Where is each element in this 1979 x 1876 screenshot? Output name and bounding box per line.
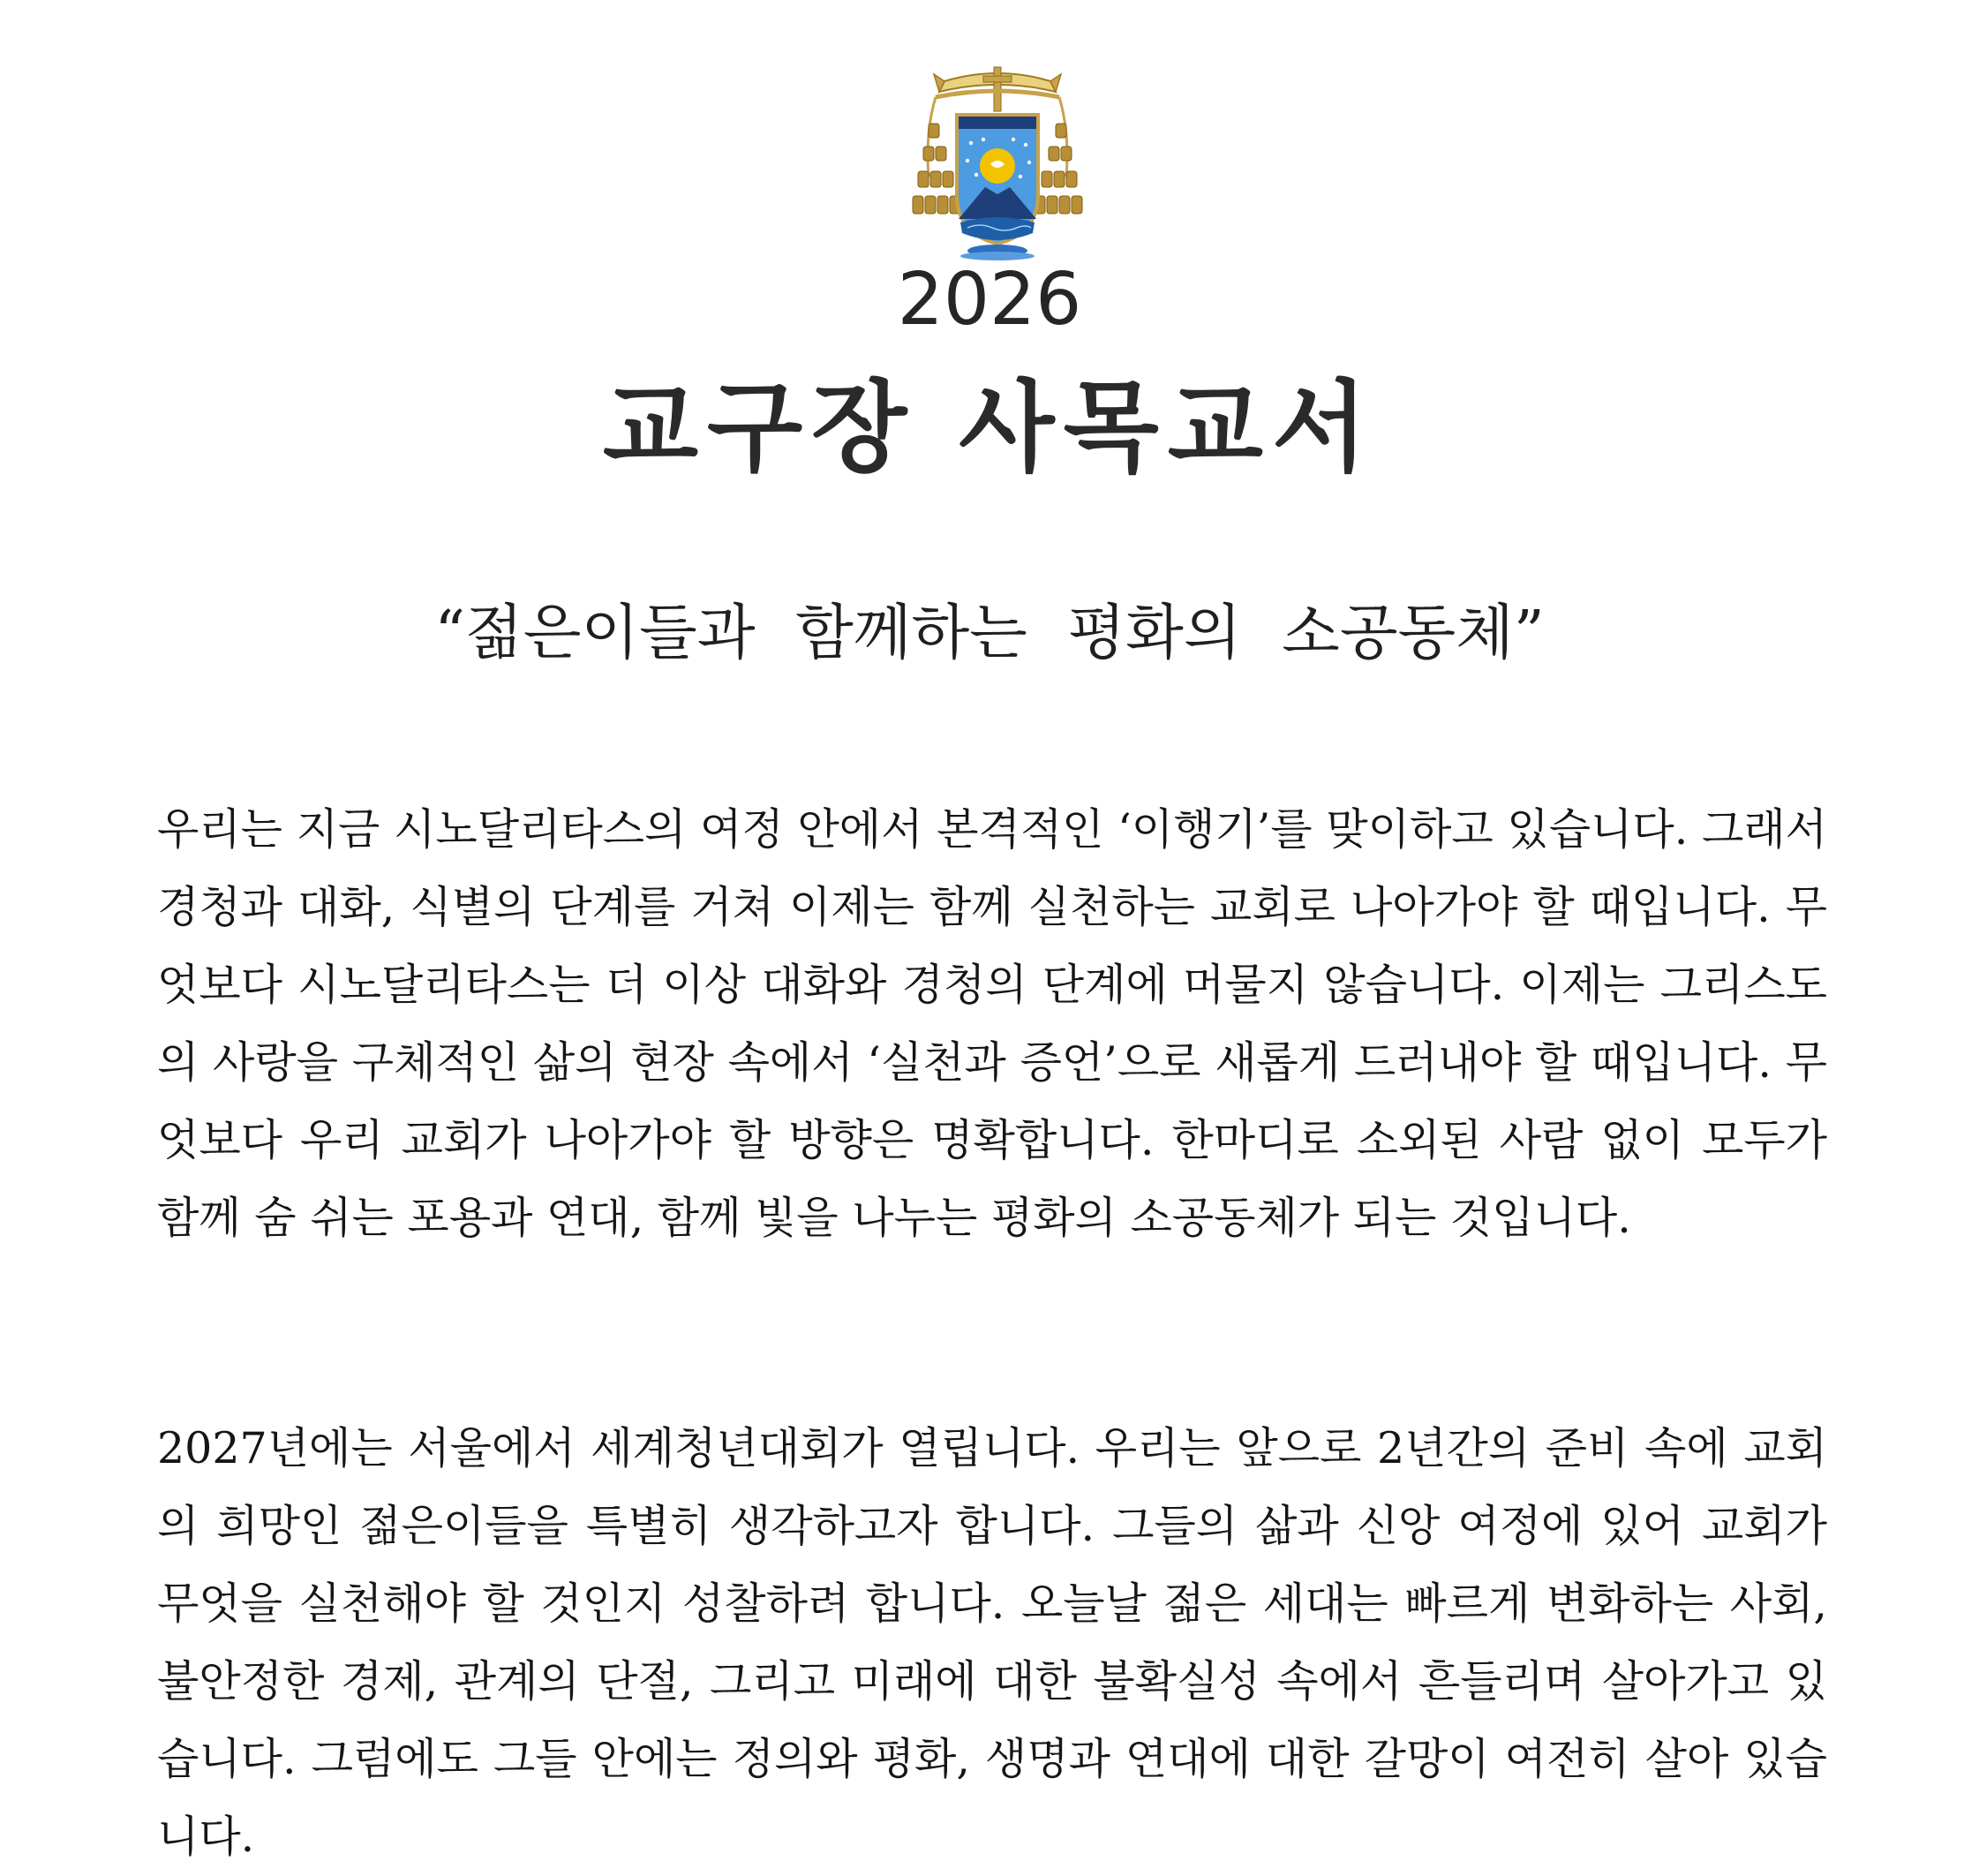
theme-quote: “젊은이들과 함께하는 평화의 소공동체” [434, 599, 1545, 668]
coat-of-arms-icon [909, 62, 1086, 261]
year-label: 2026 [897, 258, 1082, 342]
body-paragraph: 우리는 지금 시노달리타스의 여정 안에서 본격적인 ‘이행기’를 맞이하고 있습니다. 그래서 경청과 대화, 식별의 단계를 거쳐 이제는 함께 실천하는 교회로 나아가야 할 때입니다. 무엇보다 시노달리타스는 더 이상 대화와 경청의 단계에 머물지 않습니다. 이제는 그리스도의 사랑을 구체적인 삶의 현장 속에서 ‘실천과 증언’으로 새롭게 드러내야 할 때입니다. 무엇보다 우리 교회가 나아가야 할 방향은 명확합니다. 한마디로 소외된 사람 없이 모두가 함께 숨 쉬는 포용과 연대, 함께 빛을 나누는 평화의 소공동체가 되는 것입니다. [157, 804, 1827, 1243]
page-title: 교구장 사목교서 [602, 371, 1377, 486]
body-paragraph: 2027년에는 서울에서 세계청년대회가 열립니다. 우리는 앞으로 2년간의 준비 속에 교회의 희망인 젊은이들을 특별히 생각하고자 합니다. 그들의 삶과 신앙 여정에 있어 교회가 무엇을 실천해야 할 것인지 성찰하려 합니다. 오늘날 젊은 세대는 빠르게 변화하는 사회, 불안정한 경제, 관계의 단절, 그리고 미래에 대한 불확실성 속에서 흔들리며 살아가고 있습니다. 그럼에도 그들 안에는 정의와 평화, 생명과 연대에 대한 갈망이 여전히 살아 있습니다. [157, 1423, 1828, 1862]
